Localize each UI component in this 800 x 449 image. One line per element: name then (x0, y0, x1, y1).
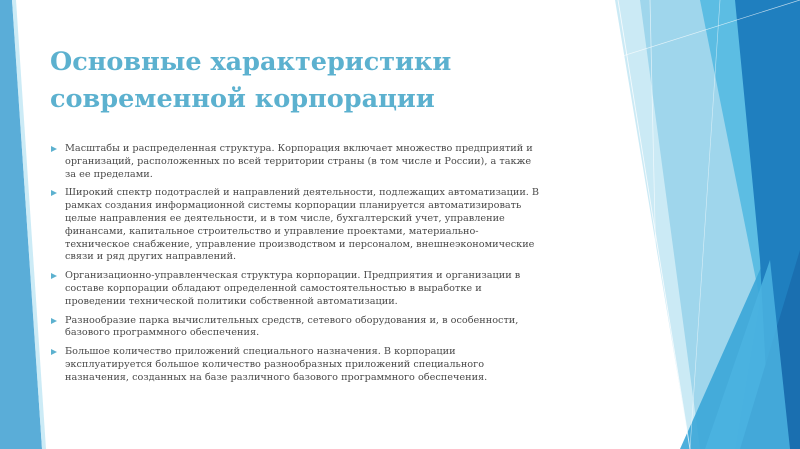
bullet-text-line: рамках создания информационной системы корпорации планируется автоматизировать (65, 200, 522, 212)
bullet-text-line: Широкий спектр подотраслей и направлений деятельности, подлежащих автоматизации. В (65, 187, 540, 199)
triangle-bullet-icon (51, 273, 57, 279)
bullet-text-line: техническое снабжение, управление производством и персоналом, внешнеэкономические (65, 238, 535, 250)
bullet-item (50, 270, 610, 308)
bullet-text-line: проведении технической политики собственной автоматизации. (65, 295, 398, 307)
bullet-text-line: Разнообразие парка вычислительных средств, сетевого оборудования и, в особенности, (65, 314, 519, 326)
triangle-bullet-icon (51, 190, 57, 196)
bullet-text-line: Большое количество приложений специального назначения. В корпорации (65, 346, 456, 358)
bullet-list (50, 143, 610, 391)
triangle-bullet-icon (51, 349, 57, 355)
bullet-text-line: Организационно-управленческая структура корпорации. Предприятия и организации в (65, 270, 521, 282)
bullet-text-line: организаций, расположенных по всей территории страны (в том числе и России), а также (65, 155, 532, 167)
bullet-item (50, 346, 610, 384)
bullet-text-line: Масштабы и распределенная структура. Корпорация включает множество предприятий и (65, 143, 533, 154)
triangle-bullet-icon (51, 318, 57, 324)
bullet-text-line: целые направления ее деятельности, и в том числе, бухгалтерский учет, управление (65, 212, 505, 224)
slide-title-line: современной корпорации (50, 84, 435, 114)
bullet-text-line: составе корпорации обладают определенной самостоятельностью в выработке и (65, 282, 482, 294)
bullet-text-line: за ее пределами. (65, 168, 153, 180)
bullet-text-line: назначения, созданных на базе различного базового программного обеспечения. (65, 371, 488, 383)
bullet-text-line: эксплуатируется большое количество разнообразных приложений специального (65, 358, 485, 370)
left-edge-stripe (0, 0, 42, 449)
bullet-text-line: связи и ряд других направлений. (65, 251, 237, 263)
triangle-bullet-icon (51, 146, 57, 152)
slide-title-line: Основные характеристики (50, 47, 452, 77)
bullet-item (50, 315, 610, 341)
bullet-item (50, 187, 610, 264)
bullet-text-line: базового программного обеспечения. (65, 327, 260, 339)
slide-title (50, 44, 570, 118)
bullet-text-line: финансами, капитальное строительство и управление проектами, материально- (65, 225, 479, 237)
bullet-item (50, 143, 610, 181)
